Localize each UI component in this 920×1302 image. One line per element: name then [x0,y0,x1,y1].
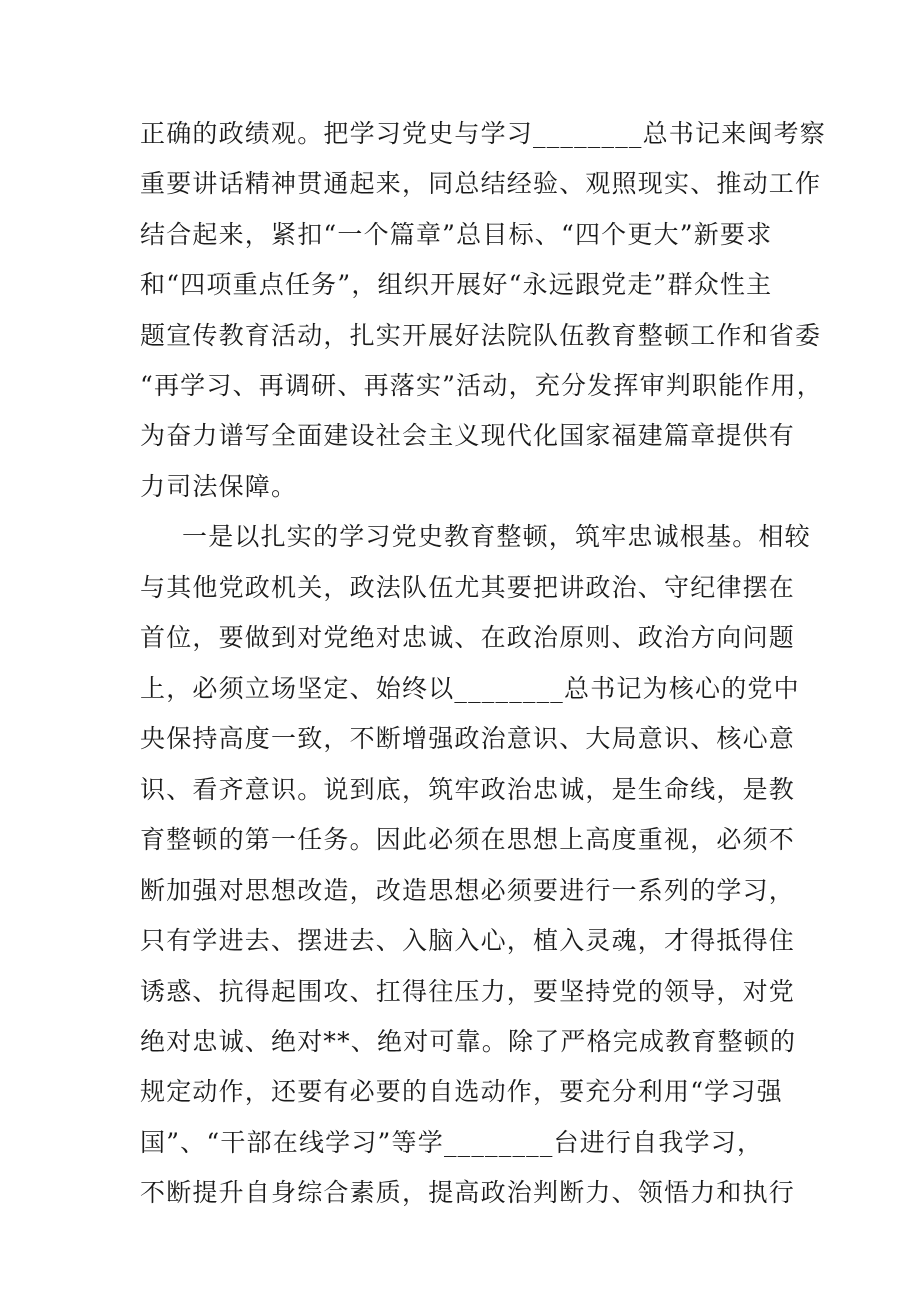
text-line: 上，必须立场坚定、始终以________总书记为核心的党中 [140,674,800,703]
text-line: 结合起来，紧扣“一个篇章”总目标、“四个更大”新要求 [140,220,773,249]
text-line: 与其他党政机关，政法队伍尤其要把讲政治、守纪律摆在 [140,573,796,602]
text-line: 只有学进去、摆进去、入脑入心，植入灵魂，才得抵得住 [140,926,796,955]
text-line: 绝对忠诚、绝对**、绝对可靠。除了严格完成教育整顿的 [140,1027,797,1056]
paragraph-heading-line: 一是以扎实的学习党史教育整顿，筑牢忠诚根基。相较 [182,522,811,551]
text-line: 题宣传教育活动，扎实开展好法院队伍教育整顿工作和省委 [140,321,822,350]
text-line: 首位，要做到对党绝对忠诚、在政治原则、政治方向问题 [140,623,796,652]
text-line: 重要讲话精神贯通起来，同总结经验、观照现实、推动工作 [140,169,822,198]
text-line: 断加强对思想改造，改造思想必须要进行一系列的学习， [140,876,796,905]
text-line: 不断提升自身综合素质，提高政治判断力、领悟力和执行 [140,1178,796,1207]
text-line: 国”、“干部在线学习”等学________台进行自我学习， [140,1128,764,1157]
text-line: 规定动作，还要有必要的自选动作，要充分利用“学习强 [140,1077,783,1106]
text-line: “再学习、再调研、再落实”活动，充分发挥审判职能作用， [140,371,823,400]
text-line: 识、看齐意识。说到底，筑牢政治忠诚，是生命线，是教 [140,775,796,804]
text-line: 为奋力谱写全面建设社会主义现代化国家福建篇章提供有 [140,421,796,450]
text-line: 正确的政绩观。把学习党史与学习________总书记来闽考察 [140,119,827,148]
text-line: 育整顿的第一任务。因此必须在思想上高度重视，必须不 [140,825,796,854]
text-line: 诱惑、抗得起围攻、扛得往压力，要坚持党的领导，对党 [140,977,796,1006]
text-line: 力司法保障。 [140,472,298,501]
text-line: 和“四项重点任务”，组织开展好“永远跟党走”群众性主 [140,270,773,299]
text-line: 央保持高度一致，不断增强政治意识、大局意识、核心意 [140,724,796,753]
